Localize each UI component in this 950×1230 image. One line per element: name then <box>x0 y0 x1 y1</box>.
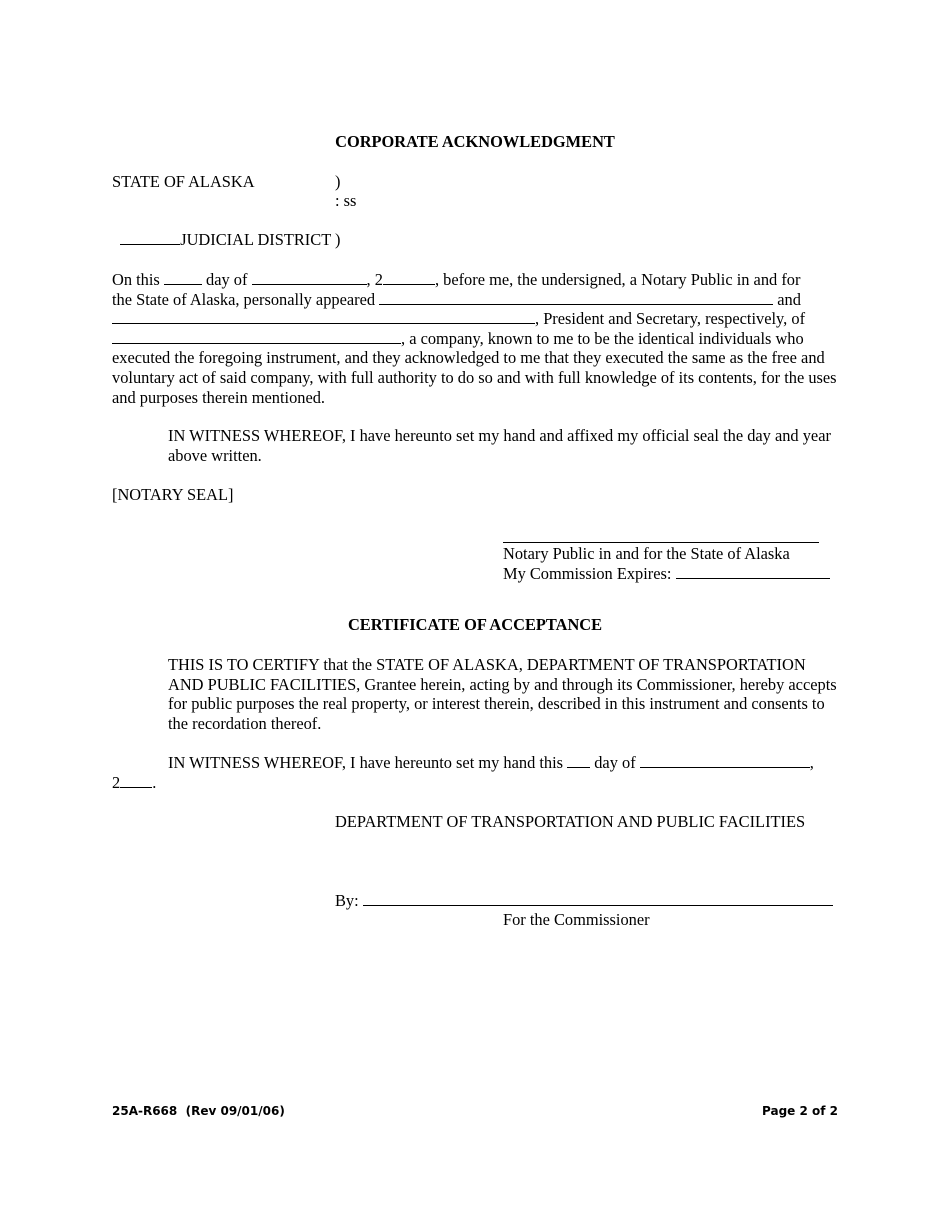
page-number: Page 2 of 2 <box>762 1104 838 1118</box>
cert-day-blank[interactable] <box>567 753 590 768</box>
acknowledgment-title: CORPORATE ACKNOWLEDGMENT <box>335 132 615 151</box>
ack-witness: IN WITNESS WHEREOF, I have hereunto set my hand and affixed my official seal the day and year above written. <box>168 426 831 465</box>
certificate-body: THIS IS TO CERTIFY that the STATE OF ALASKA, DEPARTMENT OF TRANSPORTATION AND PUBLIC FACILITIES, Grantee herein, acting by and through its Commissioner, hereby accepts for public purposes the real property, or interest therein, described in this instrument and consents to the recordation thereof. <box>168 655 837 733</box>
second-name-blank[interactable] <box>112 309 535 324</box>
venue-paren: ) <box>335 172 341 191</box>
notary-public-label: Notary Public in and for the State of Alaska <box>503 544 790 563</box>
cert-witness-line: IN WITNESS WHEREOF, I have hereunto set my hand this day of , <box>168 753 814 772</box>
notary-signature-line[interactable] <box>503 542 819 543</box>
cert-year-blank[interactable] <box>120 773 152 788</box>
ack-line-3: , President and Secretary, respectively, of <box>112 309 840 329</box>
venue-district-line <box>112 210 340 249</box>
commissioner-signature-blank[interactable] <box>363 891 833 906</box>
by-line: By: <box>335 891 833 911</box>
year-blank[interactable] <box>383 270 435 285</box>
department-name: DEPARTMENT OF TRANSPORTATION AND PUBLIC FACILITIES <box>335 812 806 831</box>
venue-ss: : ss <box>335 191 357 210</box>
appeared-name-blank[interactable] <box>379 290 773 305</box>
venue-state: STATE OF ALASKA <box>112 172 255 191</box>
month-blank[interactable] <box>252 270 367 285</box>
day-blank[interactable] <box>164 270 202 285</box>
venue-district: JUDICIAL DISTRICT ) <box>180 229 341 249</box>
notary-seal: [NOTARY SEAL] <box>112 485 234 504</box>
company-name-blank[interactable] <box>112 329 401 344</box>
commission-expires-blank[interactable] <box>676 564 830 579</box>
ack-line-4: , a company, known to me to be the identical individuals who <box>112 329 840 349</box>
form-number: 25A-R668 (Rev 09/01/06) <box>112 1104 285 1118</box>
ack-body-rest: executed the foregoing instrument, and they acknowledged to me that they executed the same as the free and voluntary act of said company, with full authority to do so and with full knowledge of its contents, for the uses and purposes therein mentioned. <box>112 348 837 407</box>
cert-witness <box>112 753 840 792</box>
cert-month-blank[interactable] <box>640 753 810 768</box>
ack-line-1: On this day of , 2 , before me, the undersigned, a Notary Public in and for <box>112 270 801 289</box>
cert-year-line: 2 . <box>112 772 157 792</box>
for-commissioner: For the Commissioner <box>503 910 650 929</box>
ack-line-2: the State of Alaska, personally appeared and <box>112 289 801 309</box>
acknowledgment-body <box>112 270 840 407</box>
commission-expires: My Commission Expires: <box>503 564 830 584</box>
certificate-title: CERTIFICATE OF ACCEPTANCE <box>347 615 603 634</box>
district-blank[interactable] <box>120 230 180 245</box>
